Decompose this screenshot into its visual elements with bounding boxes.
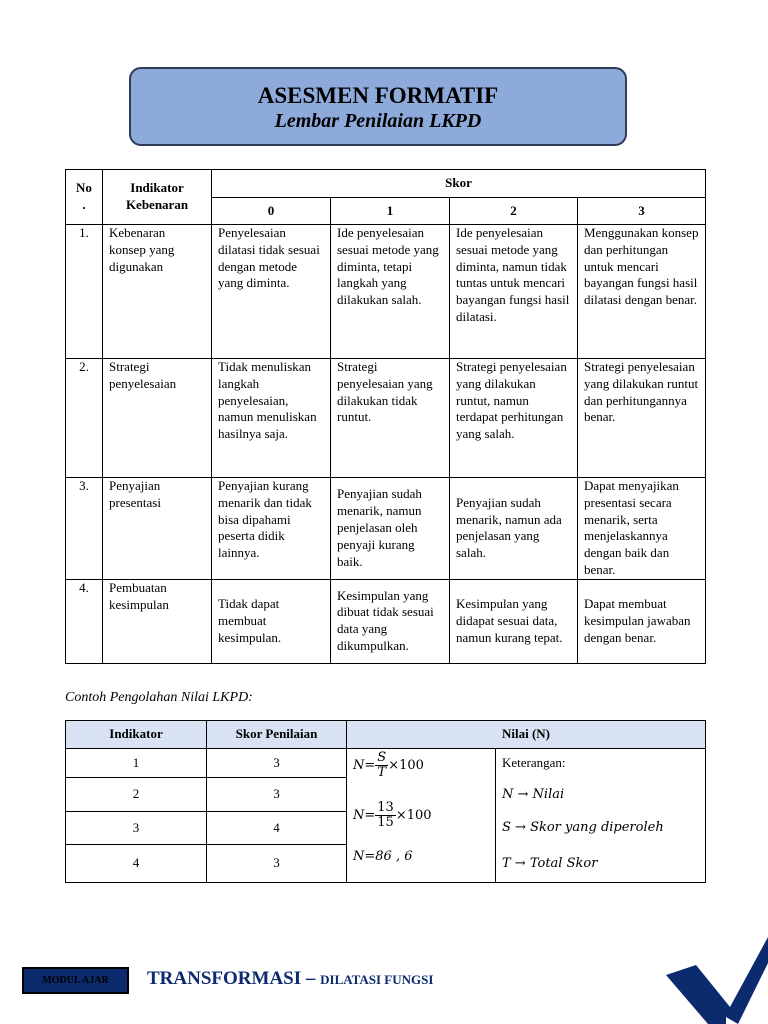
cell-skor: 3 — [207, 749, 347, 778]
module-badge: MODUL AJAR — [22, 967, 129, 994]
footer-title-sub: DILATASI FUNGSI — [320, 972, 434, 987]
keterangan-s: S → Skor yang diperoleh — [502, 820, 664, 835]
formula-numerator: S — [377, 750, 387, 765]
row-score-1: Kesimpulan yang dibuat tidak sesuai data yang dikumpulkan. — [331, 579, 450, 663]
row-indikator: Pembuatan kesimpulan — [103, 579, 212, 663]
header-score-0: 0 — [212, 198, 331, 225]
cell-indikator: 2 — [66, 778, 207, 812]
cell-skor: 3 — [207, 778, 347, 812]
row-score-3: Dapat membuat kesimpulan jawaban dengan benar. — [578, 579, 706, 663]
footer-dash: – — [301, 968, 321, 989]
cell-indikator: 4 — [66, 845, 207, 883]
header-nilai: Nilai (N) — [347, 721, 706, 749]
cell-skor: 4 — [207, 812, 347, 845]
table-row — [66, 225, 706, 359]
header-score-2: 2 — [450, 198, 578, 225]
table-row — [66, 359, 706, 478]
row-indikator: Penyajian presentasi — [103, 478, 212, 580]
row-score-2: Kesimpulan yang didapat sesuai data, namun kurang tepat. — [450, 579, 578, 663]
formula-numerator: 13 — [377, 800, 394, 815]
header-skor: Skor — [212, 170, 706, 198]
page-title: ASESMEN FORMATIF — [257, 83, 499, 108]
header-score-1: 1 — [331, 198, 450, 225]
title-box — [129, 67, 627, 146]
row-score-1: Strategi penyelesaian yang dilakukan tidak runtut. — [331, 359, 450, 478]
row-score-0: Penyelesaian dilatasi tidak sesuai dengan metode yang diminta. — [212, 225, 331, 359]
row-indikator: Kebenaran konsep yang digunakan — [103, 225, 212, 359]
formula-lhs: N= — [353, 758, 376, 773]
keterangan-cell — [496, 749, 706, 883]
row-score-3: Menggunakan konsep dan perhitungan untuk mencari bayangan fungsi hasil dilatasi dengan benar. — [578, 225, 706, 359]
formula-result: N=86 , 6 — [353, 849, 413, 864]
footer-title — [147, 968, 433, 990]
header-indikator: Indikator Kebenaran — [103, 170, 212, 225]
formula-times: ×100 — [395, 808, 432, 823]
row-score-1: Penyajian sudah menarik, namun penjelasan oleh penyaji kurang baik. — [331, 478, 450, 580]
footer-title-main: TRANSFORMASI — [147, 968, 302, 989]
row-score-2: Ide penyelesaian sesuai metode yang diminta, namun tidak tuntas untuk mencari bayangan fungsi hasil dilatasi. — [450, 225, 578, 359]
formula-denominator: T — [377, 765, 387, 780]
formula-substituted — [353, 801, 432, 830]
cell-indikator: 1 — [66, 749, 207, 778]
row-number: 1. — [66, 225, 103, 359]
checkmark-icon — [660, 925, 768, 1024]
cell-skor: 3 — [207, 845, 347, 883]
formula-lhs: N= — [353, 808, 376, 823]
table-row — [66, 478, 706, 580]
row-score-2: Penyajian sudah menarik, namun ada penjelasan yang salah. — [450, 478, 578, 580]
formula-general — [353, 751, 424, 780]
formula-denominator: 15 — [377, 815, 394, 830]
row-score-3: Dapat menyajikan presentasi secara menarik, serta menjelaskannya dengan baik dan benar. — [578, 478, 706, 580]
keterangan-t: T → Total Skor — [502, 856, 598, 871]
row-score-1: Ide penyelesaian sesuai metode yang diminta, tetapi langkah yang dilakukan salah. — [331, 225, 450, 359]
page-subtitle: Lembar Penilaian LKPD — [274, 110, 482, 132]
row-indikator: Strategi penyelesaian — [103, 359, 212, 478]
row-score-0: Penyajian kurang menarik dan tidak bisa dipahami peserta didik lainnya. — [212, 478, 331, 580]
rubric-table — [65, 169, 706, 664]
example-caption: Contoh Pengolahan Nilai LKPD: — [65, 690, 253, 705]
row-score-0: Tidak menuliskan langkah penyelesaian, namun menuliskan hasilnya saja. — [212, 359, 331, 478]
row-score-3: Strategi penyelesaian yang dilakukan runtut dan perhitungannya benar. — [578, 359, 706, 478]
row-number: 3. — [66, 478, 103, 580]
keterangan-label: Keterangan: — [502, 755, 566, 770]
header-skor-penilaian: Skor Penilaian — [207, 721, 347, 749]
score-table — [65, 720, 706, 883]
table-row — [66, 579, 706, 663]
header-indikator: Indikator — [66, 721, 207, 749]
cell-indikator: 3 — [66, 812, 207, 845]
formula-times: ×100 — [388, 758, 424, 773]
row-score-0: Tidak dapat membuat kesimpulan. — [212, 579, 331, 663]
formula-cell — [347, 749, 496, 883]
table-row — [66, 749, 706, 778]
row-number: 4. — [66, 579, 103, 663]
header-no: No . — [66, 170, 103, 225]
row-number: 2. — [66, 359, 103, 478]
keterangan-n: N → Nilai — [502, 787, 565, 802]
header-score-3: 3 — [578, 198, 706, 225]
row-score-2: Strategi penyelesaian yang dilakukan runtut, namun terdapat perhitungan yang salah. — [450, 359, 578, 478]
